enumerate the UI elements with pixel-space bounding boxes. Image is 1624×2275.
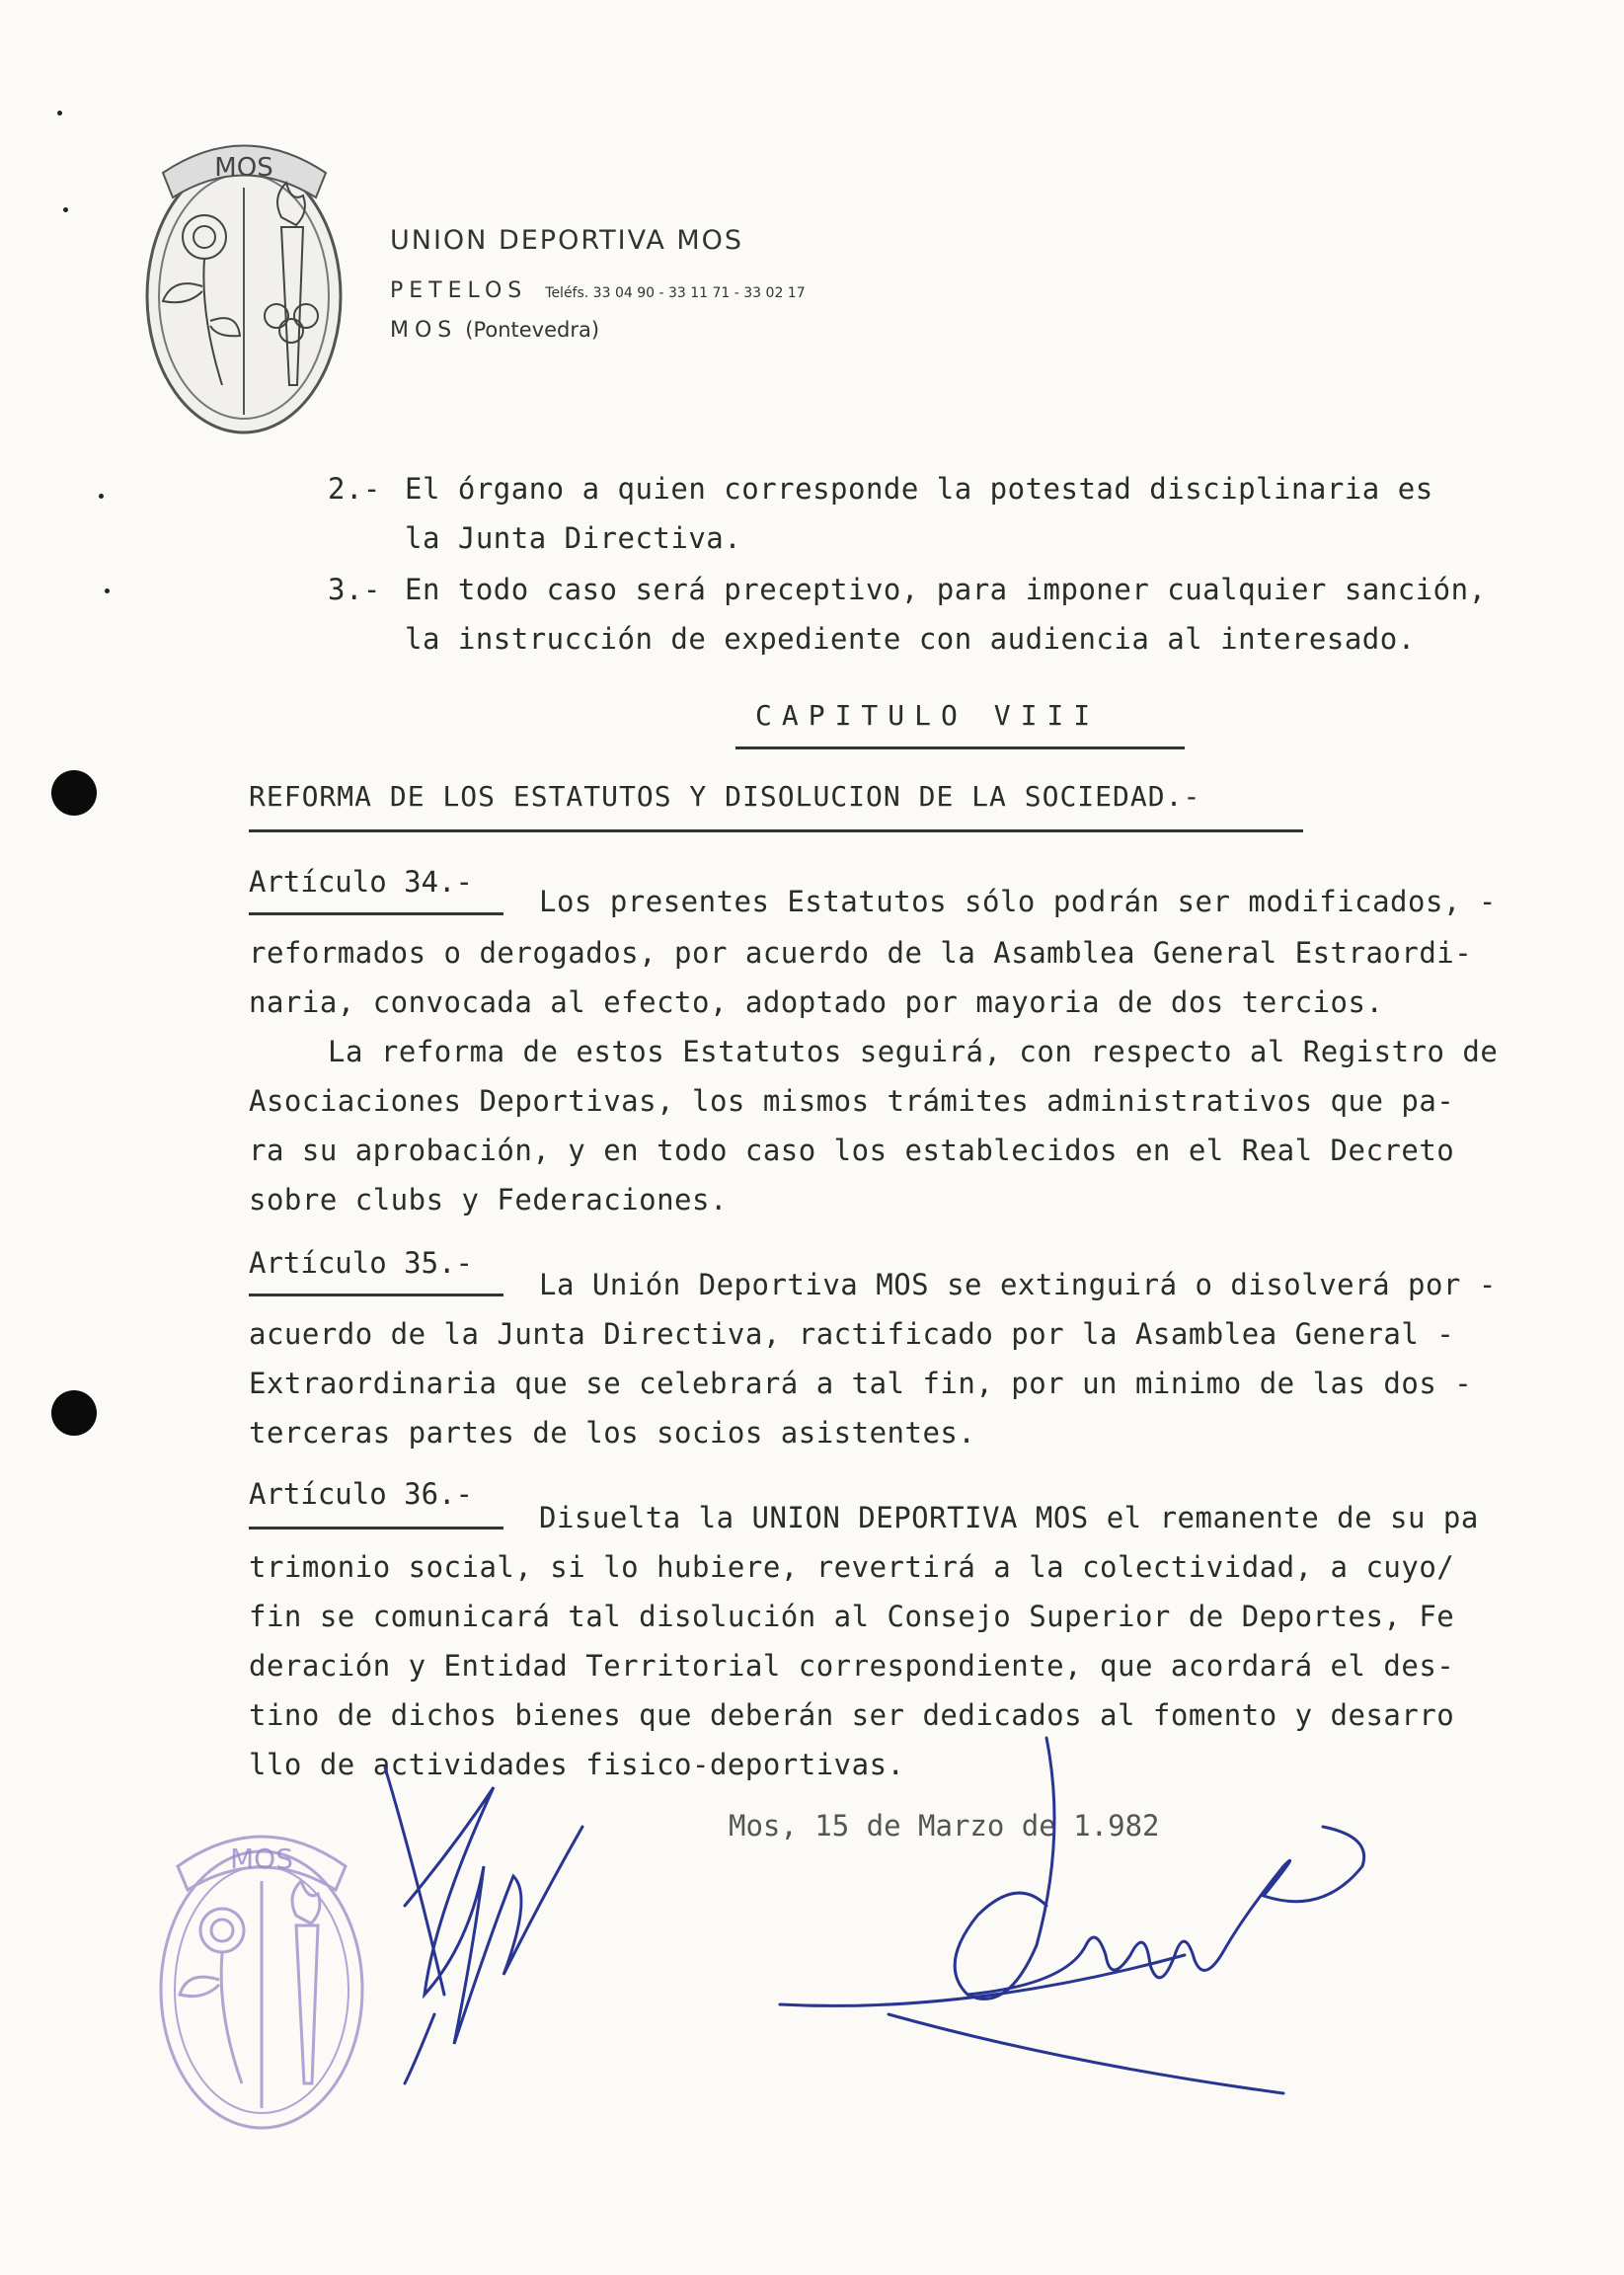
signature-right <box>770 1718 1382 2133</box>
speck <box>105 588 110 593</box>
article-line: Disuelta la UNION DEPORTIVA MOS el remanente de su pa <box>539 1501 1479 1534</box>
phone-numbers: Teléfs. 33 04 90 - 33 11 71 - 33 02 17 <box>545 285 806 301</box>
address-name: PETELOS <box>390 278 528 303</box>
article-line: ra su aprobación, y en todo caso los establecidos en el Real Decreto <box>249 1134 1455 1167</box>
article-line: terceras partes de los socios asistentes. <box>249 1416 976 1450</box>
article-line: sobre clubs y Federaciones. <box>249 1183 728 1216</box>
article-heading: Artículo 35.- <box>249 1246 473 1280</box>
date-line: Mos, 15 de Marzo de 1.982 <box>729 1809 1160 1843</box>
article-line: deración y Entidad Territorial correspondiente, que acordará el des- <box>249 1649 1455 1683</box>
article-line: naria, convocada al efecto, adoptado por mayoria de dos tercios. <box>249 985 1384 1019</box>
article-heading-underline <box>249 1527 503 1530</box>
article-line: Extraordinaria que se celebrará a tal fin, por un minimo de las dos - <box>249 1367 1473 1400</box>
article-line: fin se comunicará tal disolución al Consejo Superior de Deportes, Fe <box>249 1600 1455 1633</box>
article-line: acuerdo de la Junta Directiva, ractificado por la Asamblea General - <box>249 1317 1455 1351</box>
article-heading-underline <box>249 1294 503 1296</box>
city-name: MOS <box>390 318 458 343</box>
club-emblem-logo <box>133 118 355 444</box>
numbered-paragraph <box>328 464 1433 513</box>
section-underline <box>249 829 1303 832</box>
article-line: Los presentes Estatutos sólo podrán ser modificados, - <box>539 885 1497 918</box>
section-title: REFORMA DE LOS ESTATUTOS Y DISOLUCION DE LA SOCIEDAD.- <box>249 780 1201 813</box>
province-name: (Pontevedra) <box>465 318 600 342</box>
article-heading: Artículo 36.- <box>249 1477 473 1511</box>
article-heading-underline <box>249 912 503 915</box>
chapter-underline <box>735 746 1185 749</box>
city-line <box>390 318 599 343</box>
article-line: tino de dichos bienes que deberán ser dedicados al fomento y desarro <box>249 1698 1455 1732</box>
chapter-heading: CAPITULO VIII <box>755 699 1101 732</box>
paragraph-line: En todo caso será preceptivo, para imponer cualquier sanción, <box>405 573 1487 606</box>
paragraph-line: El órgano a quien corresponde la potestad disciplinaria es <box>405 472 1433 506</box>
paragraph-number: 2.- <box>328 472 381 506</box>
organization-name: UNION DEPORTIVA MOS <box>390 225 744 256</box>
stamp-text: MOS <box>230 1843 293 1875</box>
article-line: La reforma de estos Estatutos seguirá, con respecto al Registro de <box>328 1035 1499 1068</box>
article-line: Asociaciones Deportivas, los mismos trámites administrativos que pa- <box>249 1084 1455 1118</box>
paragraph-line: la Junta Directiva. <box>405 521 742 555</box>
article-line: trimonio social, si lo hubiere, revertirá a la colectividad, a cuyo/ <box>249 1550 1455 1584</box>
punch-hole-top <box>51 770 97 816</box>
article-line: reformados o derogados, por acuerdo de la Asamblea General Estraordi- <box>249 936 1473 970</box>
article-line: La Unión Deportiva MOS se extinguirá o disolverá por - <box>539 1268 1497 1301</box>
punch-hole-bottom <box>51 1390 97 1436</box>
article-heading: Artículo 34.- <box>249 865 473 899</box>
numbered-paragraph <box>328 565 1487 614</box>
speck <box>57 111 62 116</box>
signature-left <box>375 1748 612 2103</box>
speck <box>63 207 68 212</box>
paragraph-number: 3.- <box>328 573 381 606</box>
address-line <box>390 278 806 303</box>
paragraph-line: la instrucción de expediente con audiencia al interesado. <box>405 622 1416 656</box>
emblem-text: MOS <box>214 153 273 183</box>
club-stamp <box>138 1807 385 2143</box>
article-line: llo de actividades fisico-deportivas. <box>249 1748 905 1781</box>
speck <box>99 494 104 499</box>
